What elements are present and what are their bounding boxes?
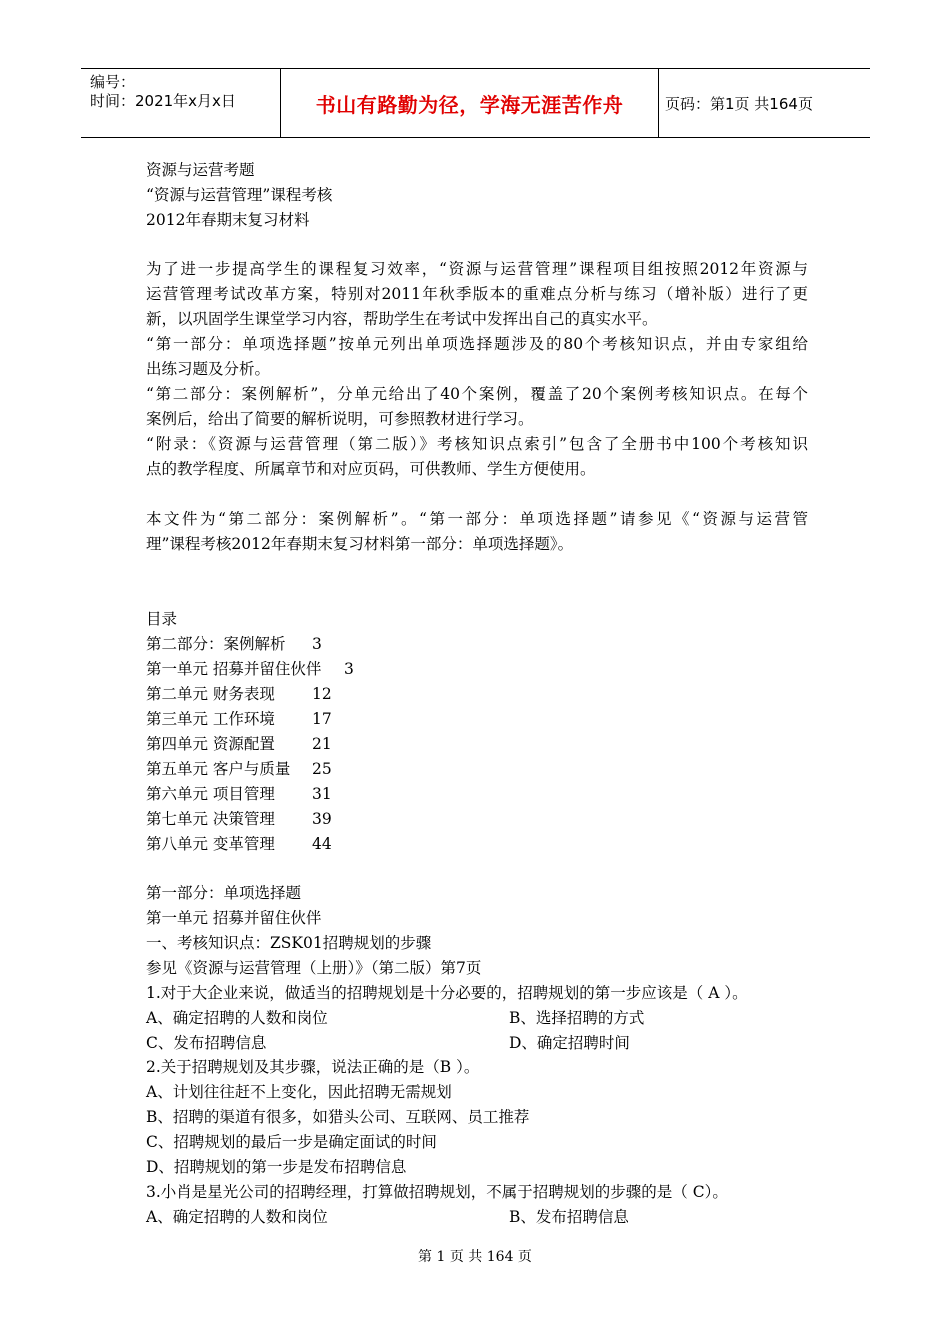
toc-row[interactable] xyxy=(146,782,332,807)
toc-title: 第八单元 变革管理 xyxy=(146,835,275,853)
toc-row[interactable] xyxy=(146,682,332,707)
toc-row[interactable] xyxy=(146,707,332,732)
toc-title: 第七单元 决策管理 xyxy=(146,810,275,828)
toc-page: 39 xyxy=(312,810,332,828)
time-label: 时间：2021年x月x日 xyxy=(90,92,236,110)
scope-paragraph xyxy=(146,507,808,557)
question-3-option-b: B、发布招聘信息 xyxy=(509,1208,629,1226)
textbook-reference: 参见《资源与运营管理（上册）》（第二版）第7页 xyxy=(146,959,482,977)
question-1-option-a: A、确定招聘的人数和岗位 xyxy=(146,1009,328,1027)
toc-row[interactable] xyxy=(146,807,332,832)
question-2-option-b: B、招聘的渠道有很多，如猎头公司、互联网、员工推荐 xyxy=(146,1108,530,1126)
toc-title: 第五单元 客户与质量 xyxy=(146,760,291,778)
toc-title: 第一单元 招募并留住伙伴 xyxy=(146,660,322,678)
toc-page: 25 xyxy=(312,760,332,778)
question-3: 3.小肖是星光公司的招聘经理，打算做招聘规划，不属于招聘规划的步骤的是（ C）。 xyxy=(146,1183,728,1201)
question-1-option-d: D、确定招聘时间 xyxy=(509,1034,630,1052)
doc-title-line-1: 资源与运营考题 xyxy=(146,161,255,179)
doc-title-line-2: “资源与运营管理”课程考核 xyxy=(146,186,333,204)
header-page-label: 页码：第1页 共164页 xyxy=(665,94,813,113)
question-2-option-a: A、计划往往赶不上变化，因此招聘无需规划 xyxy=(146,1083,452,1101)
intro-line: 运营管理考试改革方案，特别对2011年秋季版本的重难点分析与练习（增补版）进行了更 xyxy=(146,285,808,303)
toc-row[interactable] xyxy=(146,832,332,857)
question-1-option-b: B、选择招聘的方式 xyxy=(509,1009,645,1027)
doc-title-line-3: 2012年春期末复习材料 xyxy=(146,211,310,229)
toc-page: 17 xyxy=(312,710,332,728)
toc-title: 第二部分：案例解析 xyxy=(146,635,286,653)
intro-line: 点的教学程度、所属章节和对应页码，可供教师、学生方便使用。 xyxy=(146,460,596,478)
intro-line: 出练习题及分析。 xyxy=(146,360,271,378)
toc-title: 第二单元 财务表现 xyxy=(146,685,275,703)
part-heading: 第一部分：单项选择题 xyxy=(146,884,302,902)
toc-title: 第四单元 资源配置 xyxy=(146,735,275,753)
unit-heading: 第一单元 招募并留住伙伴 xyxy=(146,909,322,927)
toc-title: 第六单元 项目管理 xyxy=(146,785,275,803)
header-motto: 书山有路勤为径，学海无涯苦作舟 xyxy=(281,69,659,137)
question-2-option-c: C、招聘规划的最后一步是确定面试的时间 xyxy=(146,1133,437,1151)
intro-line: 案例后，给出了简要的解析说明，可参照教材进行学习。 xyxy=(146,410,534,428)
toc-page: 44 xyxy=(312,835,332,853)
toc-heading: 目录 xyxy=(146,610,178,628)
scope-line: 理”课程考核2012年春期末复习材料第一部分：单项选择题》。 xyxy=(146,535,574,553)
question-1: 1.对于大企业来说，做适当的招聘规划是十分必要的，招聘规划的第一步应该是（ A ）。 xyxy=(146,984,748,1002)
toc-row[interactable] xyxy=(146,732,332,757)
scope-line: 本文件为“第二部分：案例解析”。“第一部分：单项选择题”请参见《“资源与运营管 xyxy=(146,510,808,528)
toc-row[interactable] xyxy=(146,657,354,682)
intro-line: “第一部分：单项选择题”按单元列出单项选择题涉及的80个考核知识点，并由专家组给 xyxy=(146,335,808,353)
toc-page: 3 xyxy=(312,635,322,653)
toc-page: 3 xyxy=(344,660,354,678)
toc-row[interactable] xyxy=(146,632,322,657)
page-footer: 第 1 页 共 164 页 xyxy=(418,1249,532,1265)
knowledge-point: 一、考核知识点：ZSK01招聘规划的步骤 xyxy=(146,934,432,952)
toc-title: 第三单元 工作环境 xyxy=(146,710,275,728)
question-1-option-c: C、发布招聘信息 xyxy=(146,1034,267,1052)
code-label: 编号： xyxy=(90,73,136,91)
intro-line: “第二部分：案例解析”，分单元给出了40个案例，覆盖了20个案例考核知识点。在每个 xyxy=(146,385,808,403)
toc-page: 12 xyxy=(312,685,332,703)
header-meta xyxy=(81,69,281,137)
toc-page: 31 xyxy=(312,785,332,803)
intro-paragraph xyxy=(146,257,808,482)
toc-page: 21 xyxy=(312,735,332,753)
intro-line: 为了进一步提高学生的课程复习效率，“资源与运营管理”课程项目组按照2012年资源与 xyxy=(146,260,808,278)
toc-row[interactable] xyxy=(146,757,332,782)
question-2-option-d: D、招聘规划的第一步是发布招聘信息 xyxy=(146,1158,407,1176)
question-2: 2.关于招聘规划及其步骤，说法正确的是（B ）。 xyxy=(146,1058,480,1076)
question-3-option-a: A、确定招聘的人数和岗位 xyxy=(146,1208,328,1226)
intro-line: “附录：《资源与运营管理（第二版）》考核知识点索引”包含了全册书中100个考核知识 xyxy=(146,435,808,453)
page-header xyxy=(81,68,870,138)
intro-line: 新，以巩固学生课堂学习内容，帮助学生在考试中发挥出自己的真实水平。 xyxy=(146,310,658,328)
